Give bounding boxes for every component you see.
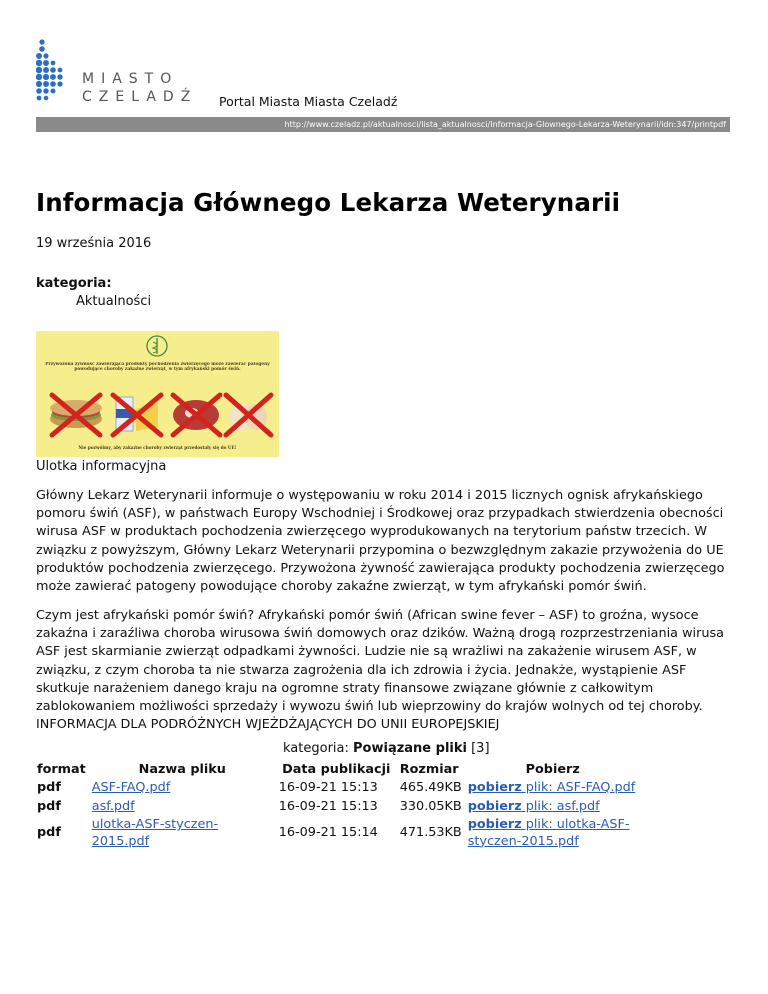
download-link-verb: pobierz [467,780,522,795]
table-header-row [34,760,641,779]
header-download: Pobierz [525,762,580,777]
leaflet-footer: Nie pozwólmy, aby zakaźne choroby zwierząt przedostały się do UE! [78,445,237,450]
download-link-text: plik: asf.pdf [521,798,600,814]
category-label: kategoria: [36,276,112,291]
leaflet-image[interactable] [36,331,279,457]
article-paragraph-2: Czym jest afrykański pomór świń? Afrykański pomór świń (African swine fever – ASF) to groźna, wysoce zakaźna i zaraźliwa choroba wirusowa świń domowych oraz dzików. Ważną drogą rozprzestrzeniania wirusa ASF jest skarmianie zwierząt odpadkami żywności. Ludzie nie są wrażliwi na zakażenie wirusem ASF, w związku, z czym choroba ta nie stwarza zagrożenia dla ich zdrowia i życia. Jednakże, wystąpienie ASF skutkuje narażeniem danego kraju na ogromne straty finansowe związane głównie z całkowitym zablokowaniem możliwości sprzedaży i wywozu świń lub wieprzowiny do krajów wolnych od tej choroby. INFORMACJA DLA PODRÓŻNYCH WJEŻDŻAJĄCYCH DO UNII EUROPEJSKIEJ [36,608,724,733]
file-name-link[interactable]: ASF-FAQ.pdf [91,780,171,795]
files-caption-name: Powiązane pliki [353,741,467,756]
file-format: pdf [37,798,61,814]
page-url-bar: http://www.czeladz.pl/aktualnosci/lista_aktualnosci/Informacja-Glownego-Lekarza-Weterynarii/idn:347/printpdf [36,117,730,132]
download-link-verb: pobierz [467,817,522,832]
header-name: Nazwa pliku [138,762,226,777]
category-value: Aktualności [76,294,152,309]
file-size: 471.53KB [399,825,462,841]
download-link-text: plik: ASF-FAQ.pdf [521,780,636,795]
download-link-text: plik: ulotka-ASF-styczen-2015.pdf [467,817,630,849]
file-name-cell [89,816,276,851]
table-row [34,798,641,817]
related-files-table [34,760,641,851]
table-row [34,779,641,798]
header-date: Data publikacji [282,762,391,777]
file-name-cell [89,779,276,798]
download-link-verb: pobierz [467,798,522,814]
svg-text:CZELADŹ: CZELADŹ [82,89,198,105]
file-date: 16-09-21 15:13 [278,780,378,795]
file-date: 16-09-21 15:14 [278,825,378,841]
article-title: Informacja Głównego Lekarza Weterynarii [36,188,621,217]
file-download-cell [465,779,641,798]
download-link[interactable] [468,780,636,795]
file-name-cell [89,798,276,817]
leaflet-headline: Przywożona żywność zawierająca produkty pochodzenia zwierzęcego może zawierać patogeny powodujące choroby zakaźne zwierząt, w tym afrykański pomór świń. [45,362,270,373]
header-size: Rozmiar [399,762,459,777]
file-size: 465.49KB [399,780,462,795]
download-link[interactable] [468,799,600,814]
article-date: 19 września 2016 [36,236,152,251]
miasto-czeladz-logo[interactable] [36,38,216,108]
file-download-cell [465,798,641,817]
file-download-cell [465,816,641,851]
download-link[interactable] [468,817,630,849]
files-caption-count: [3] [471,741,490,756]
file-date: 16-09-21 15:13 [278,798,378,814]
file-name-link[interactable]: asf.pdf [91,798,135,814]
file-format: pdf [37,780,61,795]
portal-name: Portal Miasta Miasta Czeladź [219,94,398,109]
header-format: format [37,762,86,777]
file-format: pdf [37,825,61,841]
file-name-link[interactable]: ulotka-ASF-styczen-2015.pdf [91,817,219,849]
table-row [34,816,641,851]
article-paragraph-1: Główny Lekarz Weterynarii informuje o występowaniu w roku 2014 i 2015 licznych ognisk afrykańskiego pomoru świń (ASF), w państwach Europy Wschodniej i Środkowej oraz przypadkach stwierdzenia obecności wirusa ASF w produktach pochodzenia zwierzęcego wyprodukowanych na terytorium państw trzecich. W związku z powyższym, Główny Lekarz Weterynarii przypomina o bezwzględnym zakazie przywożenia do UE produktów pochodzenia zwierzęcego. Przywożona żywność zawierająca produkty pochodzenia zwierzęcego może zawierać patogeny powodujące choroby zakaźne zwierząt, w tym afrykański pomór świń. [36,488,725,595]
svg-text:MIASTO: MIASTO [82,71,179,87]
file-size: 330.05KB [399,798,462,814]
files-table-caption [283,741,490,756]
logo-dots-graphic [36,38,216,108]
image-caption: Ulotka informacyjna [36,459,167,474]
files-caption-prefix: kategoria: [283,741,349,756]
